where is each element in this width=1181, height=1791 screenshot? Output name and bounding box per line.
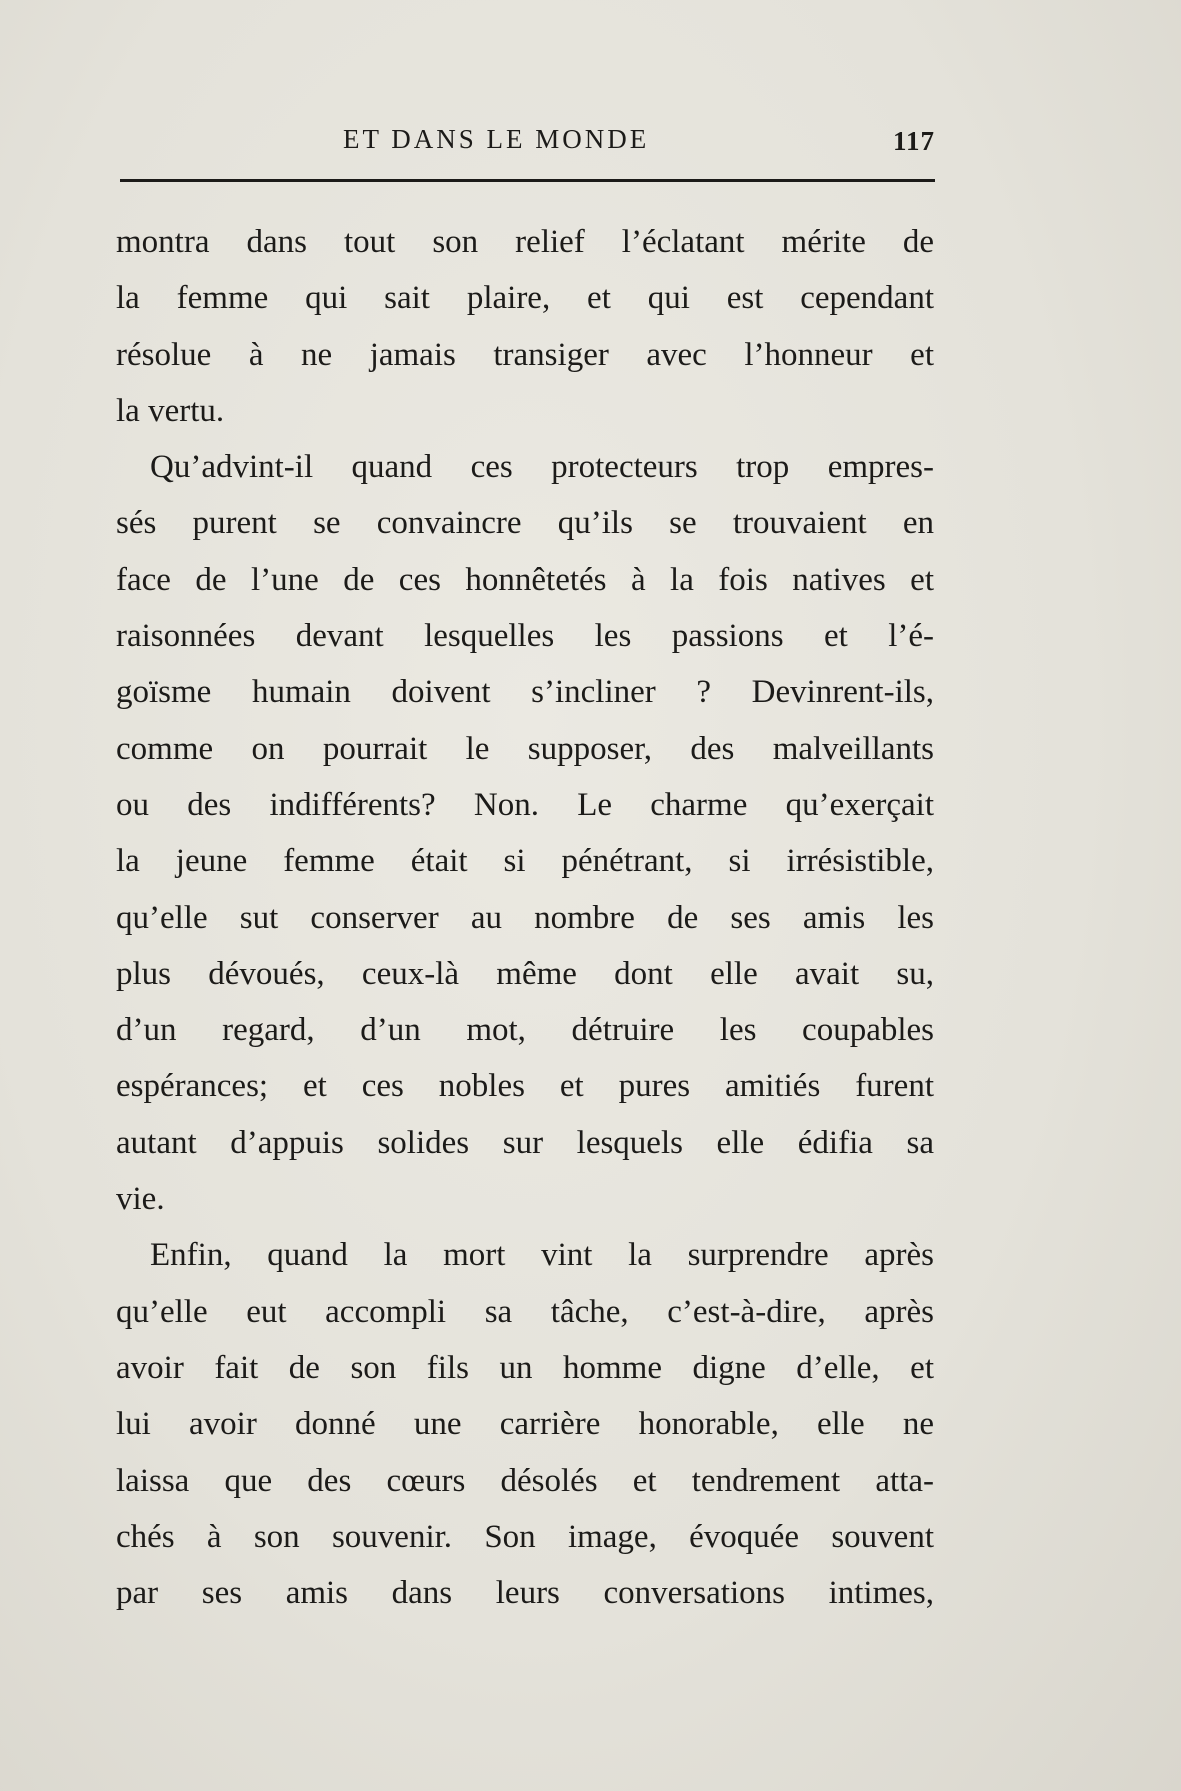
text-line: qu’elle sut conserver au nombre de ses amis les: [116, 899, 934, 936]
text-line: autant d’appuis solides sur lesquels elle édifia sa: [116, 1124, 934, 1161]
text-line: lui avoir donné une carrière honorable, elle ne: [116, 1406, 934, 1443]
text-line: laissa que des cœurs désolés et tendrement atta-: [116, 1462, 934, 1499]
text-line: la vertu.: [116, 392, 225, 429]
text-line: face de l’une de ces honnêtetés à la fois natives et: [116, 561, 934, 598]
text-line: avoir fait de son fils un homme digne d’elle, et: [116, 1349, 934, 1386]
text-line: sés purent se convaincre qu’ils se trouvaient en: [116, 505, 934, 542]
text-line: comme on pourrait le supposer, des malveillants: [116, 730, 934, 767]
text-line: d’un regard, d’un mot, détruire les coupables: [116, 1012, 934, 1049]
text-line: raisonnées devant lesquelles les passions et l’é-: [116, 618, 934, 655]
text-line: résolue à ne jamais transiger avec l’honneur et: [116, 336, 934, 373]
text-line: vie.: [116, 1181, 165, 1218]
text-line: Enfin, quand la mort vint la surprendre après: [150, 1237, 934, 1274]
body-text: [116, 220, 934, 1627]
text-line: goïsme humain doivent s’incliner ? Devinrent-ils,: [116, 674, 934, 711]
text-line: qu’elle eut accompli sa tâche, c’est-à-dire, après: [116, 1293, 934, 1330]
page-number: 117: [893, 126, 936, 156]
running-title: ET DANS LE MONDE: [343, 124, 650, 154]
header-rule: [120, 179, 935, 182]
text-line: Qu’advint-il quand ces protecteurs trop empres-: [150, 449, 934, 486]
text-line: par ses amis dans leurs conversations intimes,: [116, 1575, 934, 1612]
text-line: la femme qui sait plaire, et qui est cependant: [116, 280, 934, 317]
text-line: ou des indifférents? Non. Le charme qu’exerçait: [116, 786, 934, 823]
text-line: chés à son souvenir. Son image, évoquée souvent: [116, 1518, 934, 1555]
text-line: montra dans tout son relief l’éclatant mérite de: [116, 224, 934, 260]
text-line: espérances; et ces nobles et pures amitiés furent: [116, 1068, 934, 1105]
text-line: la jeune femme était si pénétrant, si irrésistible,: [116, 843, 934, 880]
text-line: plus dévoués, ceux-là même dont elle avait su,: [116, 955, 934, 992]
